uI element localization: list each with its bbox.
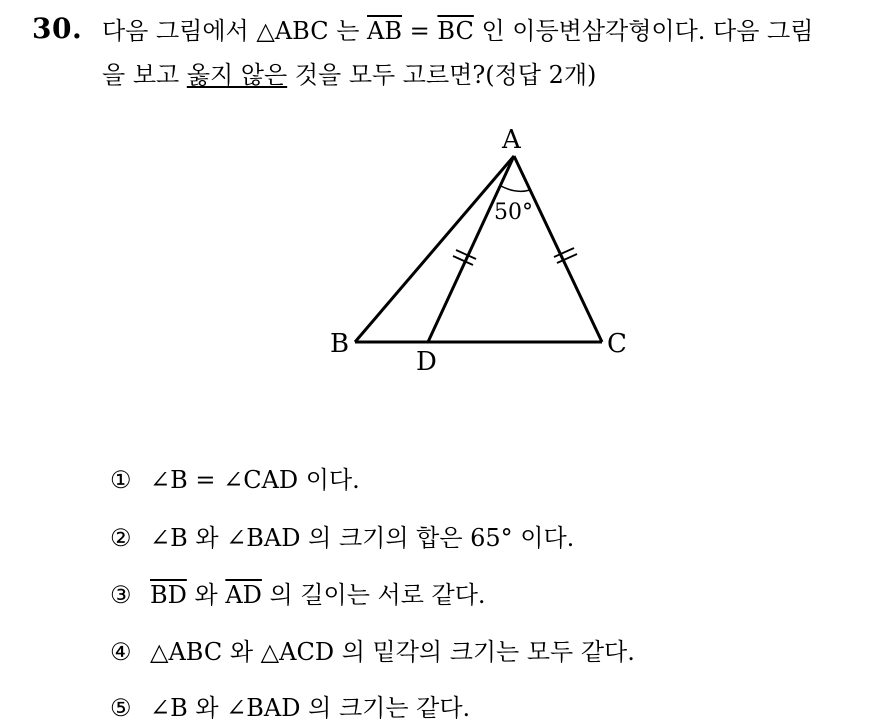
angle-label: 50° [494,200,533,225]
choice-3[interactable] [110,580,486,610]
choice-4[interactable] [110,637,635,667]
vertex-label-a: A [502,125,521,155]
choice-text: ∠B = ∠CAD 이다. [150,466,360,494]
choice-text: △ABC 와 △ACD 의 밑각의 크기는 모두 같다. [150,638,635,666]
question-text-part: 다음 그림에서 △ABC 는 [102,17,368,45]
segment-ab: $\overline{AB}$ [367,17,403,45]
side-ac [514,156,602,342]
question-number: 30. [32,12,83,45]
choice-text-part: 의 길이는 서로 같다. [261,581,486,609]
side-ab [355,156,514,342]
choice-number: ① [110,466,132,494]
choice-number: ⑤ [110,694,132,722]
choice-text-part: 와 [186,581,226,609]
choice-number: ③ [110,581,132,609]
vertex-label-d: D [416,347,437,377]
choice-2[interactable] [110,523,574,553]
choice-number: ④ [110,638,132,666]
triangle-figure [310,120,650,390]
choice-text: ∠B 와 ∠BAD 의 크기의 합은 65° 이다. [150,524,575,552]
vertex-label-c: C [607,329,627,359]
underlined-phrase: 옳지 않은 [186,61,288,89]
segment-bc: $\overline{BC}$ [437,17,474,45]
question-text-line2 [102,60,596,90]
vertex-label-b: B [330,329,350,359]
question-text-line1 [102,16,813,46]
question-text-part: 것을 모두 고르면?(정답 2개) [287,61,597,89]
choice-number: ② [110,524,132,552]
angle-arc [501,186,530,191]
equals-sign: = [402,17,438,45]
choice-text: ∠B 와 ∠BAD 의 크기는 같다. [150,694,471,722]
question-text-part: 인 이등변삼각형이다. 다음 그림 [473,17,814,45]
segment-ad: $\overline{AD}$ [225,581,262,609]
question-text-part: 을 보고 [102,61,187,89]
segment-bd: $\overline{BD}$ [150,581,187,609]
choice-5[interactable] [110,693,470,723]
triangle-diagram [310,120,650,390]
choice-1[interactable] [110,465,360,495]
segment-ad [428,156,514,342]
